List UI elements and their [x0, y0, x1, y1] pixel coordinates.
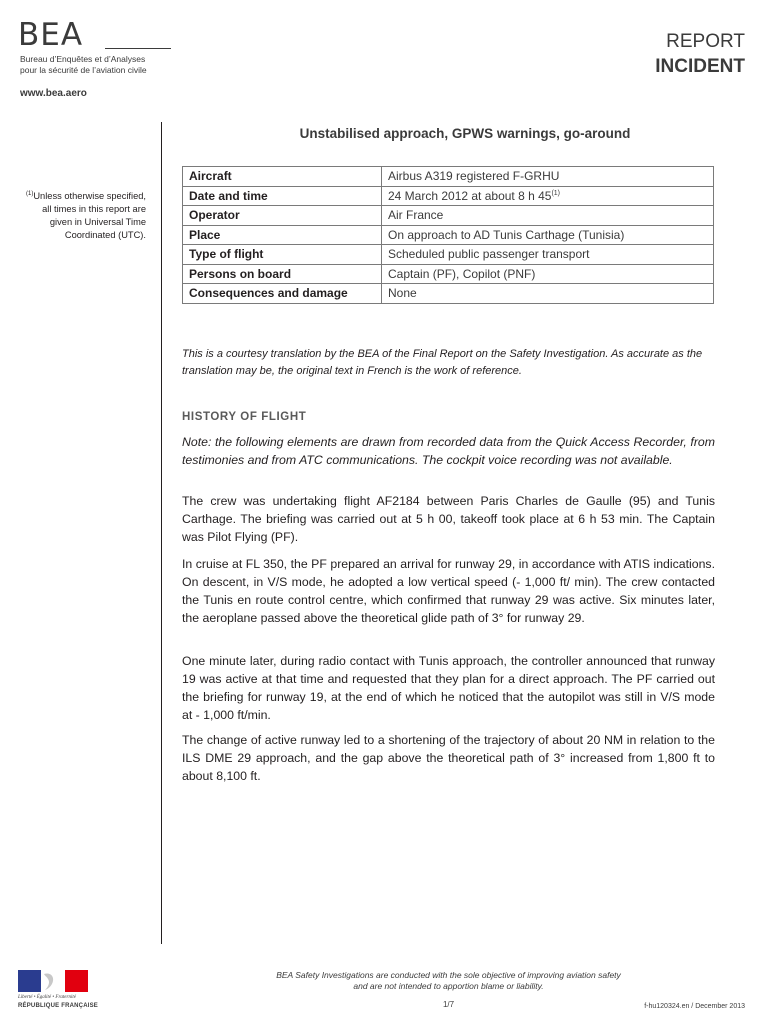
table-key: Persons on board [183, 264, 382, 284]
table-row [183, 264, 714, 284]
logo-subtitle [20, 54, 147, 76]
paragraph: In cruise at FL 350, the PF prepared an arrival for runway 29, in accordance with ATIS indications. On descent, in V/S mode, he adopted a low vertical speed (- 1,000 ft/ min). The crew contacted the Tunis en route control centre, which confirmed that runway 29 was active. Six minutes later, the aeroplane passed above the theoretical glide path of 3° for runway 29. [182, 557, 715, 625]
republic-motto: Liberté • Égalité • Fraternité [18, 995, 76, 1000]
table-value: None [382, 284, 714, 304]
footer-disclaimer [182, 970, 715, 992]
table-value: Air France [382, 206, 714, 226]
table-row [183, 186, 714, 206]
table-key: Date and time [183, 186, 382, 206]
republic-name: RÉPUBLIQUE FRANÇAISE [18, 1003, 99, 1009]
logo-subtitle-line-2: pour la sécurité de l’aviation civile [20, 65, 147, 75]
footnote-ref: (1) [551, 189, 561, 197]
courtesy-notice: This is a courtesy translation by the BEA of the Final Report on the Safety Investigation. As accurate as the translation may be, the original text in French is the work of reference. [182, 348, 703, 377]
table-key: Operator [183, 206, 382, 226]
logo-subtitle-line-1: Bureau d’Enquêtes et d’Analyses [20, 54, 146, 64]
margin-rule [161, 122, 162, 944]
page-number: 1/7 [442, 1000, 455, 1009]
logo-underline [105, 48, 171, 49]
table-key: Type of flight [183, 245, 382, 265]
table-row [183, 245, 714, 265]
history-note: Note: the following elements are drawn from recorded data from the Quick Access Recorder, from testimonies and from ATC communications. The cockpit voice recording was not available. [182, 435, 715, 467]
table-value: On approach to AD Tunis Carthage (Tunisia) [382, 225, 714, 245]
flag-blue-band [18, 970, 41, 992]
table-value: Captain (PF), Copilot (PNF) [382, 264, 714, 284]
footer-line-2: and are not intended to apportion blame or liability. [353, 981, 544, 991]
section-heading: HISTORY OF FLIGHT [182, 411, 307, 423]
table-row [183, 206, 714, 226]
table-key: Aircraft [183, 167, 382, 187]
sidenote [22, 188, 146, 242]
report-title: Unstabilised approach, GPWS warnings, go-around [299, 126, 631, 141]
date-time-value: 24 March 2012 at about 8 h 45 [388, 188, 552, 203]
report-label: REPORT [666, 31, 745, 52]
footer-line-1: BEA Safety Investigations are conducted with the sole objective of improving aviation safety [276, 970, 621, 980]
report-type: INCIDENT [655, 56, 745, 77]
table-value: Airbus A319 registered F-GRHU [382, 167, 714, 187]
paragraph: The crew was undertaking flight AF2184 between Paris Charles de Gaulle (95) and Tunis Carthage. The briefing was carried out at 5 h 00, takeoff took place at 6 h 53 min. The Captain was Pilot Flying (PF). [182, 494, 715, 544]
paragraph: The change of active runway led to a shortening of the trajectory of about 20 NM in relation to the ILS DME 29 approach, and the gap above the theoretical path of 3° increased from 1,800 ft to about 8,100 ft. [182, 733, 715, 783]
table-row [183, 167, 714, 187]
table-key: Place [183, 225, 382, 245]
table-row [183, 225, 714, 245]
website-link[interactable]: www.bea.aero [20, 88, 87, 99]
table-key: Consequences and damage [183, 284, 382, 304]
flag-red-band [65, 970, 88, 992]
sidenote-text: Unless otherwise specified, all times in this report are given in Universal Time Coordinated (UTC). [33, 191, 146, 241]
table-value: Scheduled public passenger transport [382, 245, 714, 265]
paragraph: One minute later, during radio contact with Tunis approach, the controller announced that runway 19 was active at that time and requested that they plan for a direct approach. The PF carried out the briefing for runway 19, at the end of which he noticed that the autopilot was still in V/S mode at - 1,000 ft/min. [182, 654, 715, 722]
table-value [382, 186, 714, 206]
document-reference: f-hu120324.en / December 2013 [644, 1003, 745, 1010]
republique-francaise-logo [18, 970, 88, 992]
bea-logo: BEA [18, 17, 84, 53]
table-row [183, 284, 714, 304]
info-table [182, 166, 714, 304]
sidenote-marker: (1) [26, 191, 34, 197]
